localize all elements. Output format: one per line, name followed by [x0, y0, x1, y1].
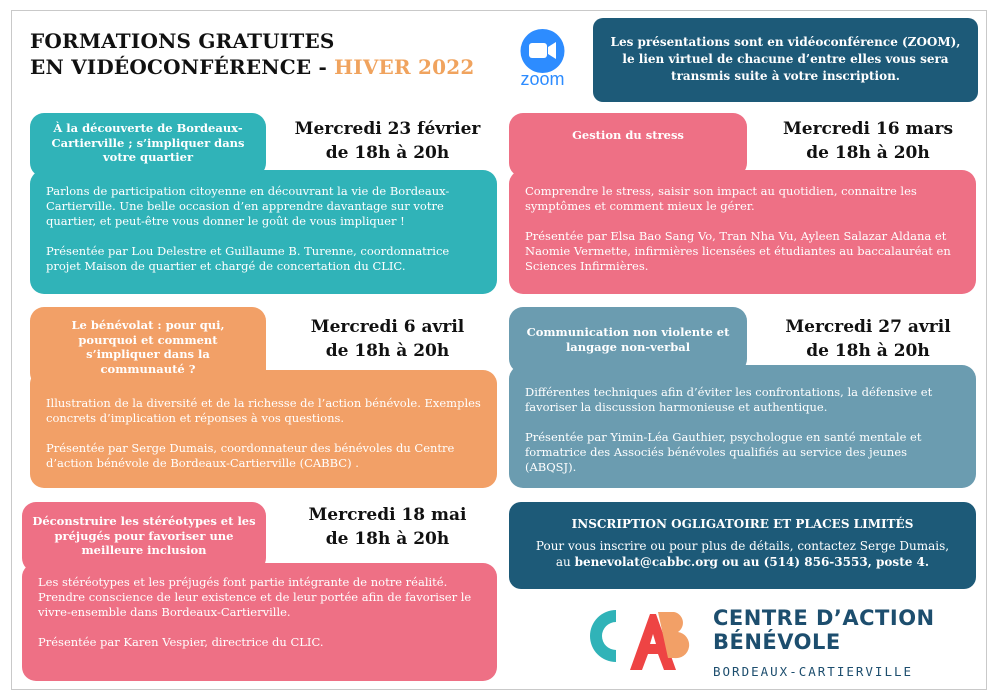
session-4-description: Différentes techniques afin d’éviter les confrontations, la défensive et favoriser la discussion harmonieuse et authentique.: [525, 385, 933, 414]
session-3-presenter: Présentée par Serge Dumais, coordonnateur des bénévoles du Centre d’action bénévole de Bordeaux-Cartierville (CABBC) .: [46, 441, 455, 470]
inscription-contact: benevolat@cabbc.org ou au (514) 856-3553, poste 4.: [574, 555, 930, 569]
zoom-logo: [505, 19, 580, 91]
session-3-date: [280, 315, 495, 363]
session-4-date: [760, 315, 976, 363]
title-line-2: [30, 54, 474, 80]
session-1-description: Parlons de participation citoyenne en découvrant la vie de Bordeaux-Cartierville. Une belle occasion d’en apprendre davantage sur votre quartier, et peut-être vous donner le goût de vous impliquer !: [46, 184, 450, 228]
session-1-day: Mercredi 23 février: [294, 119, 481, 139]
session-5-time: de 18h à 20h: [325, 529, 450, 549]
session-5-presenter: Présentée par Karen Vespier, directrice du CLIC.: [38, 635, 324, 649]
session-2-title: Gestion du stress: [509, 113, 747, 177]
organization-line-2: BÉNÉVOLE: [713, 630, 841, 654]
session-4-day: Mercredi 27 avril: [785, 317, 951, 337]
inscription-line-1: Pour vous inscrire ou pour plus de détails, contactez Serge Dumais,: [535, 539, 950, 553]
session-1-presenter: Présentée par Lou Delestre et Guillaume B. Turenne, coordonnatrice projet Maison de quartier et chargé de concertation du CLIC.: [46, 244, 450, 273]
session-card-2: [509, 170, 976, 294]
session-1-time: de 18h à 20h: [325, 143, 450, 163]
title-season: HIVER 2022: [334, 55, 475, 79]
session-card-1: [30, 170, 497, 294]
organization-line-1: CENTRE D’ACTION: [713, 606, 935, 630]
session-3-day: Mercredi 6 avril: [310, 317, 465, 337]
session-card-3: [30, 370, 497, 488]
organization-line-3: BORDEAUX-CARTIERVILLE: [713, 664, 914, 679]
zoom-notice: Les présentations sont en vidéoconférence (ZOOM), le lien virtuel de chacune d’entre elles vous sera transmis suite à votre inscription.: [593, 18, 978, 102]
session-2-time: de 18h à 20h: [806, 143, 930, 163]
session-card-4: [509, 365, 976, 488]
session-2-date: [760, 117, 976, 165]
session-1-title: À la découverte de Bordeaux-Cartierville ; s’impliquer dans votre quartier: [30, 113, 266, 177]
session-5-title: Déconstruire les stéréotypes et les préjugés pour favoriser une meilleure inclusion: [22, 502, 266, 572]
session-card-5: [22, 563, 497, 681]
session-4-presenter: Présentée par Yimin-Léa Gauthier, psychologue en santé mentale et formatrice des Associés bénévoles qualifiés au service des jeunes (ABQSJ).: [525, 430, 922, 474]
inscription-line-2-prefix: au: [555, 555, 575, 569]
organization-name: [713, 606, 935, 679]
session-4-title: Communication non violente et langage non-verbal: [509, 307, 747, 373]
inscription-heading: INSCRIPTION OGLIGATOIRE ET PLACES LIMITÉS: [571, 517, 914, 531]
session-1-date: [280, 117, 495, 165]
session-2-description: Comprendre le stress, saisir son impact au quotidien, connaitre les symptômes et comment mieux le gérer.: [525, 184, 917, 213]
session-2-presenter: Présentée par Elsa Bao Sang Vo, Tran Nha Vu, Ayleen Salazar Aldana et Naomie Vermette, infirmières licensées et étudiantes au baccalauréat en Sciences Infirmières.: [525, 229, 951, 273]
page-title: [30, 28, 474, 80]
session-4-time: de 18h à 20h: [806, 341, 930, 361]
session-2-day: Mercredi 16 mars: [782, 119, 954, 139]
title-line-1: FORMATIONS GRATUITES: [30, 29, 335, 53]
session-5-day: Mercredi 18 mai: [308, 505, 467, 525]
zoom-logo-text: zoom: [520, 69, 565, 89]
cab-logo: [586, 600, 696, 672]
session-3-title: Le bénévolat : pour qui, pourquoi et comment s’impliquer dans la communauté ?: [30, 307, 266, 387]
cab-logo-c-shape: [590, 610, 616, 662]
inscription-box: [509, 502, 976, 589]
session-3-time: de 18h à 20h: [325, 341, 450, 361]
inscription-line-2: [519, 554, 966, 570]
session-5-date: [280, 503, 495, 551]
title-line-2-text: EN VIDÉOCONFÉRENCE -: [30, 55, 335, 79]
session-3-description: Illustration de la diversité et de la richesse de l’action bénévole. Exemples concrets d’implication et réponses à vos questions.: [46, 396, 481, 425]
session-5-description: Les stéréotypes et les préjugés font partie intégrante de notre réalité. Prendre conscience de leur existence et de leur portée afin de favoriser le vivre-ensemble dans Bordeaux-Cartierville.: [38, 575, 472, 619]
